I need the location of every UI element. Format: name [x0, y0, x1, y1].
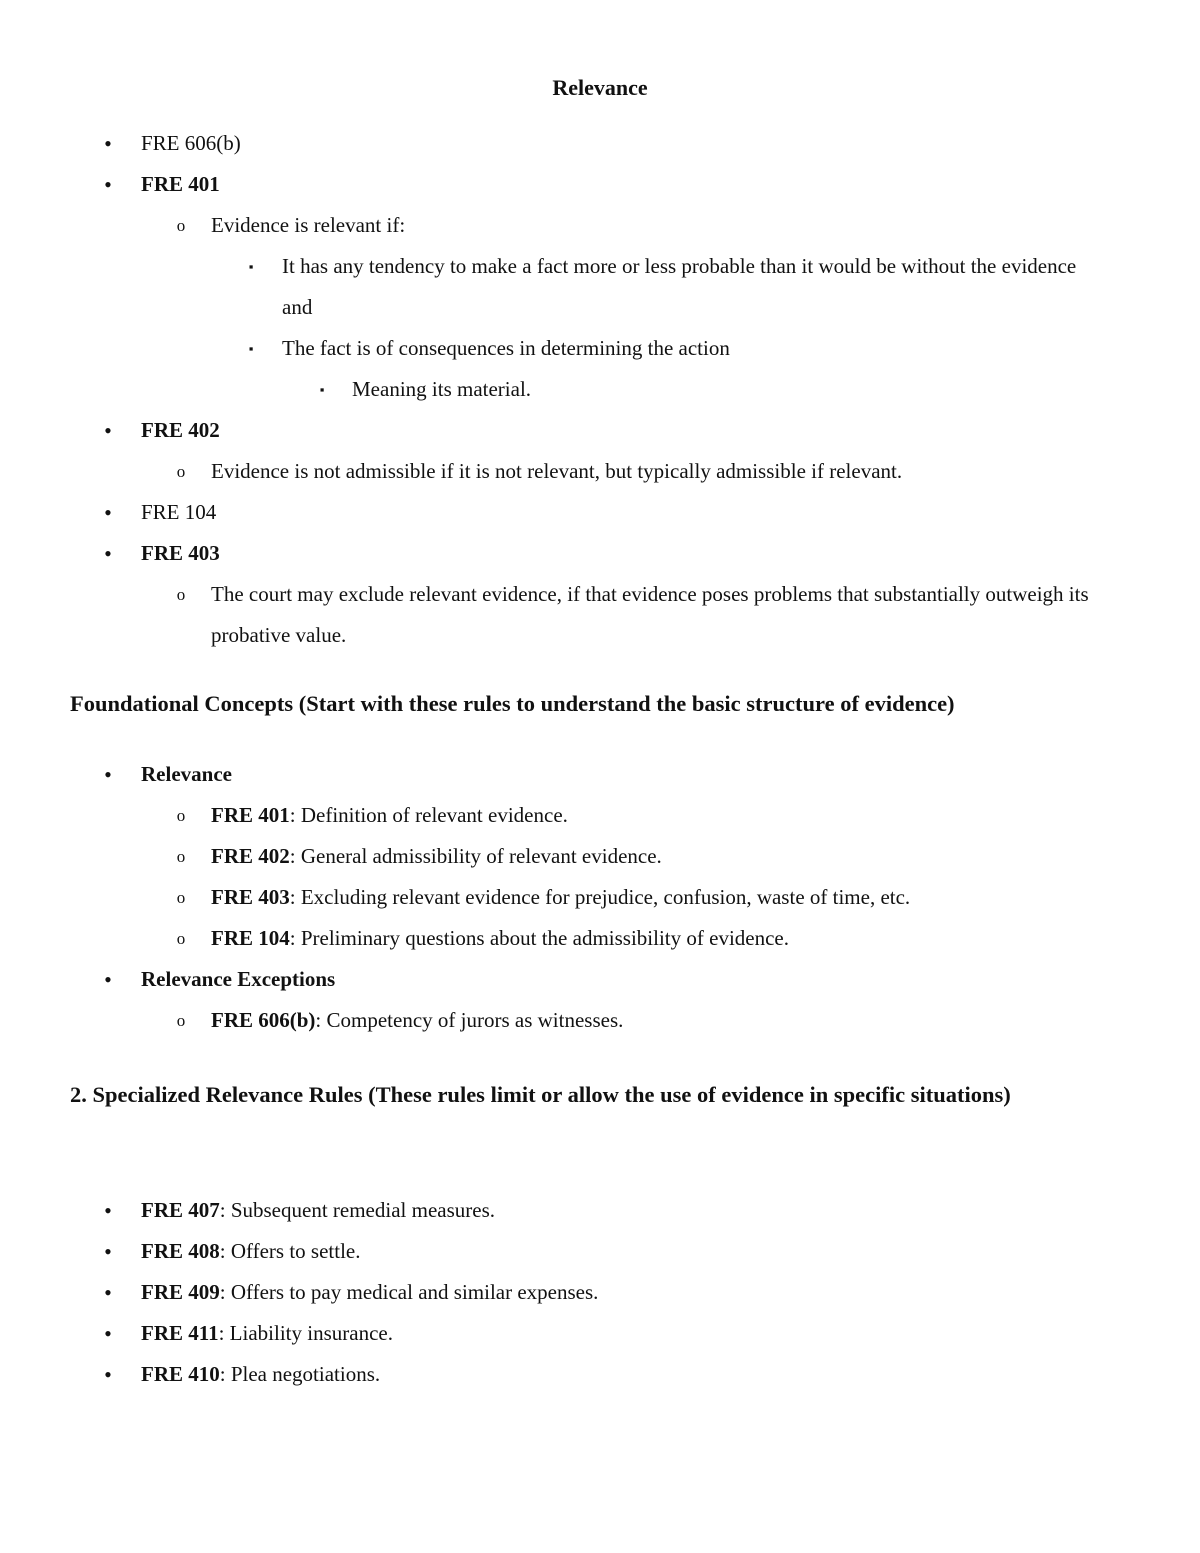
section-heading-foundational: Foundational Concepts (Start with these rules to understand the basic structure of evidence)	[70, 691, 955, 716]
list-item-text: Relevance Exceptions	[141, 967, 336, 991]
bullet-disc-icon: •	[104, 172, 112, 197]
rule-description: : Excluding relevant evidence for prejudice, confusion, waste of time, etc.	[289, 885, 911, 909]
rule-description: : Offers to settle.	[219, 1239, 361, 1263]
bullet-disc-icon: •	[104, 541, 112, 566]
list-item	[0, 1313, 1200, 1354]
bullet-disc-icon: •	[104, 500, 112, 525]
rule-number: FRE 409	[141, 1280, 220, 1304]
rule-number: FRE 401	[211, 803, 290, 827]
list-item	[0, 877, 1200, 918]
bullet-circle-icon: o	[176, 1011, 186, 1030]
list-item	[0, 451, 1200, 492]
rule-number: FRE 411	[141, 1321, 219, 1345]
list-item	[0, 410, 1200, 451]
list-item	[0, 328, 1200, 369]
bullet-circle-icon: o	[176, 847, 186, 866]
list-item	[0, 959, 1200, 1000]
bullet-circle-icon: o	[176, 462, 186, 481]
list-item	[0, 492, 1200, 533]
rule-number: FRE 402	[211, 844, 290, 868]
list-item	[0, 369, 1200, 410]
list-item	[0, 754, 1200, 795]
list-item-text: The court may exclude relevant evidence, if that evidence poses problems that substantially outweigh its probative value.	[211, 582, 1089, 647]
rule-description: : Definition of relevant evidence.	[289, 803, 568, 827]
list-item	[0, 795, 1200, 836]
list-item	[0, 533, 1200, 574]
rule-description: : Offers to pay medical and similar expenses.	[219, 1280, 599, 1304]
bullet-square-icon: ▪	[319, 382, 325, 397]
bullet-circle-icon: o	[176, 216, 186, 235]
bullet-square-icon: ▪	[248, 341, 254, 356]
list-item-text: FRE 104	[141, 500, 217, 524]
bullet-disc-icon: •	[104, 1239, 112, 1264]
rule-description: : Preliminary questions about the admissibility of evidence.	[289, 926, 789, 950]
bullet-disc-icon: •	[104, 762, 112, 787]
list-item	[0, 246, 1200, 328]
list-item-text: FRE 606(b)	[141, 131, 241, 155]
bullet-disc-icon: •	[104, 1321, 112, 1346]
section-heading-specialized: 2. Specialized Relevance Rules (These rules limit or allow the use of evidence in specific situations)	[70, 1082, 1011, 1107]
bullet-square-icon: ▪	[248, 259, 254, 274]
bullet-circle-icon: o	[176, 929, 186, 948]
list-item	[0, 205, 1200, 246]
list-item-text: FRE 401	[141, 172, 220, 196]
list-item	[0, 1354, 1200, 1395]
bullet-disc-icon: •	[104, 1280, 112, 1305]
rule-number: FRE 104	[211, 926, 290, 950]
list-item	[0, 1231, 1200, 1272]
rule-description: : Plea negotiations.	[219, 1362, 381, 1386]
list-item-text: The fact is of consequences in determining the action	[282, 336, 730, 360]
rule-description: : Subsequent remedial measures.	[219, 1198, 496, 1222]
list-item-text: Relevance	[141, 762, 232, 786]
bullet-disc-icon: •	[104, 1198, 112, 1223]
bullet-disc-icon: •	[104, 1362, 112, 1387]
bullet-circle-icon: o	[176, 806, 186, 825]
bullet-disc-icon: •	[104, 131, 112, 156]
list-item	[0, 1190, 1200, 1231]
list-item-text: Meaning its material.	[352, 377, 532, 401]
rule-description: : Liability insurance.	[218, 1321, 393, 1345]
list-item-text: FRE 403	[141, 541, 220, 565]
rule-number: FRE 410	[141, 1362, 220, 1386]
bullet-disc-icon: •	[104, 967, 112, 992]
relevance-outline	[0, 123, 1200, 656]
foundational-list	[0, 754, 1200, 1041]
list-item	[0, 574, 1200, 656]
list-item	[0, 123, 1200, 164]
list-item	[0, 1272, 1200, 1313]
list-item	[0, 164, 1200, 205]
rule-number: FRE 606(b)	[211, 1008, 316, 1032]
rule-number: FRE 403	[211, 885, 290, 909]
bullet-circle-icon: o	[176, 888, 186, 907]
rule-number: FRE 408	[141, 1239, 220, 1263]
rule-description: : Competency of jurors as witnesses.	[315, 1008, 624, 1032]
list-item	[0, 918, 1200, 959]
rule-description: : General admissibility of relevant evidence.	[289, 844, 662, 868]
list-item-text: Evidence is not admissible if it is not relevant, but typically admissible if relevant.	[211, 459, 903, 483]
page-title: Relevance	[552, 75, 648, 100]
bullet-disc-icon: •	[104, 418, 112, 443]
rule-number: FRE 407	[141, 1198, 220, 1222]
list-item	[0, 836, 1200, 877]
list-item-text: Evidence is relevant if:	[211, 213, 406, 237]
specialized-list	[0, 1190, 1200, 1395]
list-item-text: FRE 402	[141, 418, 220, 442]
list-item	[0, 1000, 1200, 1041]
list-item-text: It has any tendency to make a fact more or less probable than it would be without the evidence and	[282, 254, 1077, 319]
bullet-circle-icon: o	[176, 585, 186, 604]
